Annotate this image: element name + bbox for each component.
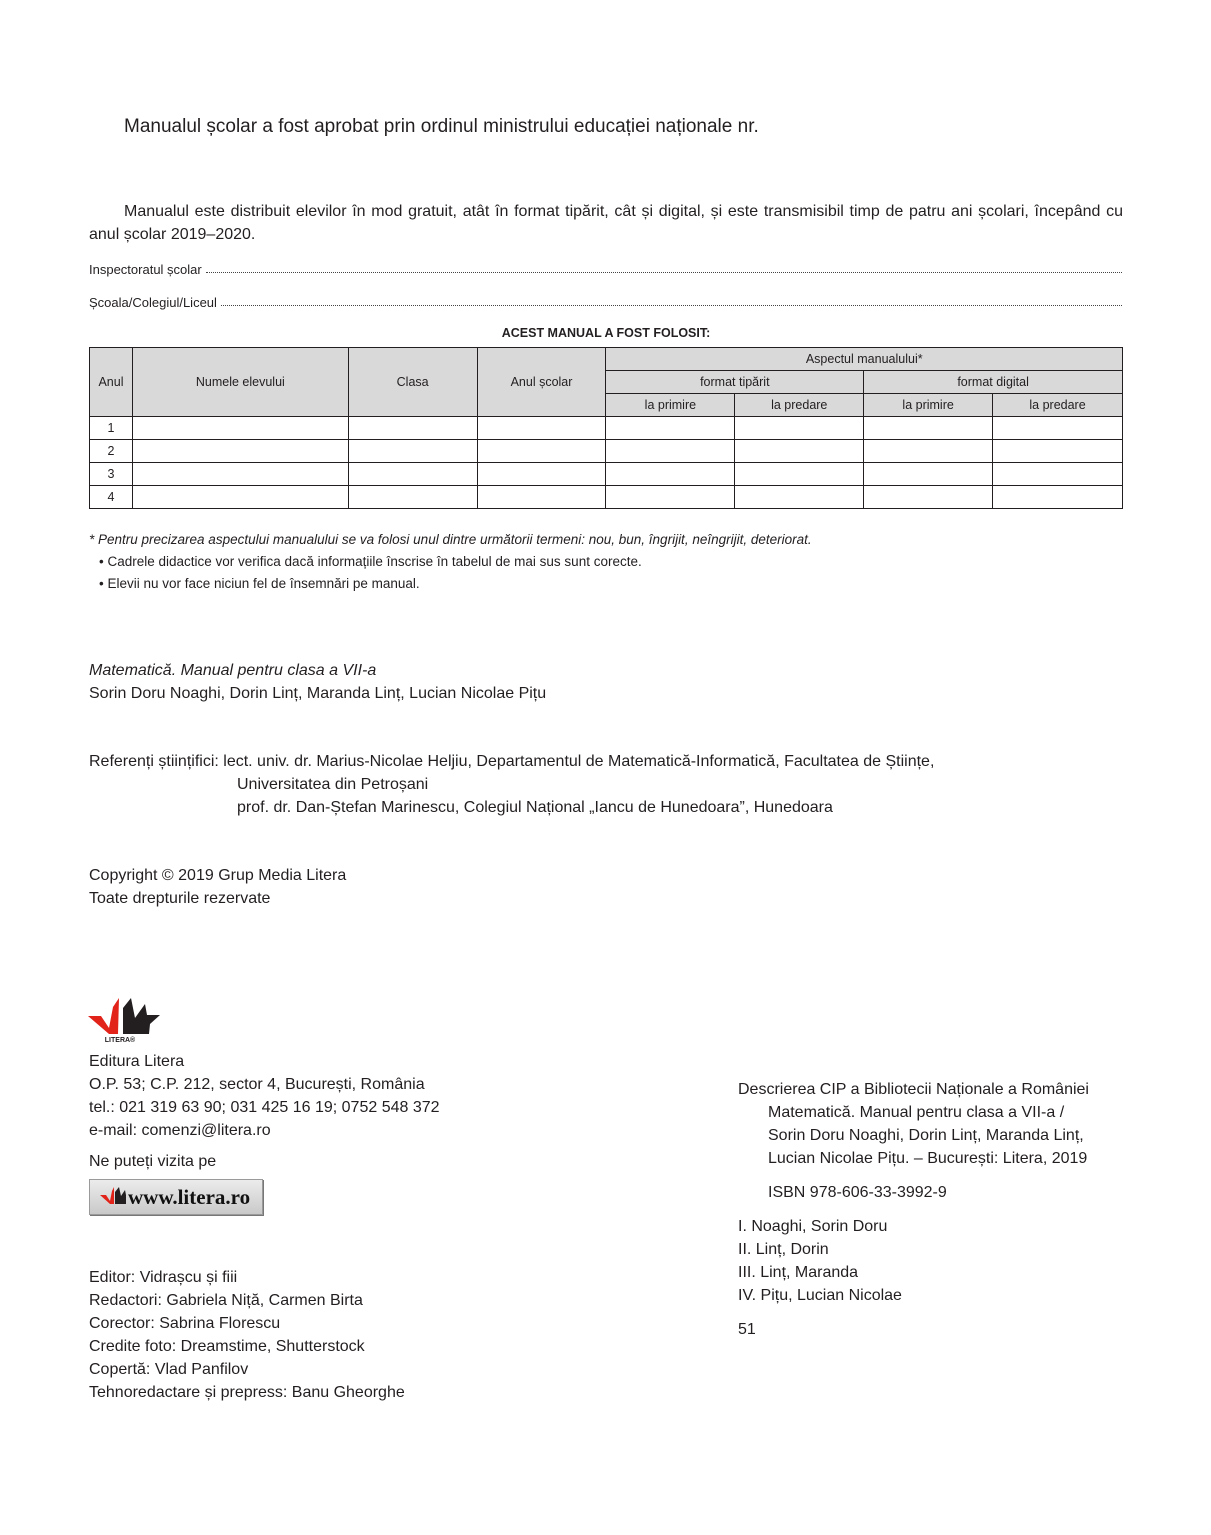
row-number: 4	[90, 486, 133, 509]
note-students: • Elevii nu vor face niciun fel de însemnări pe manual.	[99, 576, 420, 591]
cip-index-item: I. Noaghi, Sorin Doru	[738, 1218, 888, 1235]
copyright-block	[89, 864, 346, 910]
logo-red-shape	[88, 998, 119, 1034]
cell-digital-predare	[993, 440, 1123, 463]
table-title: ACEST MANUAL A FOST FOLOSIT:	[501, 326, 711, 340]
cip-description-line: Lucian Nicolae Pițu. – București: Litera, 2019	[768, 1150, 1088, 1167]
referents-line: prof. dr. Dan-Ștefan Marinescu, Colegiul Național „Iancu de Hunedoara”, Hunedoara	[237, 799, 833, 816]
header-anul-scolar: Anul școlar	[477, 348, 606, 417]
header-digital-predare: la predare	[993, 394, 1123, 417]
table-row	[90, 440, 1123, 463]
cip-number: 51	[738, 1321, 756, 1338]
referents-line: Referenți științifici: lect. univ. dr. Marius-Nicolae Heljiu, Departamentul de Matematică-Informatică, Facultatea de Științe,	[89, 753, 935, 770]
school-label: Școala/Colegiul/Liceul	[89, 295, 217, 310]
cell-clasa	[348, 463, 477, 486]
copyright-line: Copyright © 2019 Grup Media Litera	[89, 867, 347, 884]
credit-editor: Editor: Vidrașcu și fiii	[89, 1269, 238, 1286]
litera-mini-logo-icon	[100, 1187, 126, 1207]
credit-foto: Credite foto: Dreamstime, Shutterstock	[89, 1338, 365, 1355]
cell-numele	[132, 486, 348, 509]
visit-text: Ne puteți vizita pe	[89, 1153, 217, 1170]
inspectorat-label: Inspectoratul școlar	[89, 262, 202, 277]
credit-coperta: Copertă: Vlad Panfilov	[89, 1361, 249, 1378]
cip-description-line: Matematică. Manual pentru clasa a VII-a /	[768, 1104, 1065, 1121]
credit-corector: Corector: Sabrina Florescu	[89, 1315, 281, 1332]
aspect-footnote: * Pentru precizarea aspectului manualului se va folosi unul dintre următorii termeni: nou, bun, îngrijit, neîngrijit, deteriorat.	[89, 532, 812, 547]
isbn: ISBN 978-606-33-3992-9	[768, 1184, 947, 1201]
credit-prepress: Tehnoredactare și prepress: Banu Gheorghe	[89, 1384, 405, 1401]
distribution-statement: Manualul este distribuit elevilor în mod gratuit, atât în format tipărit, cât și digital, și este transmisibil timp de patru ani școlari, începând cu anul școlar 2019–2020.	[89, 203, 1123, 243]
table-row	[90, 463, 1123, 486]
cell-clasa	[348, 440, 477, 463]
inspectorat-dotted-line	[206, 271, 1122, 273]
cip-index-list	[738, 1215, 1089, 1307]
cip-heading: Descrierea CIP a Bibliotecii Naționale a României	[738, 1081, 1089, 1098]
cell-digital-predare	[993, 463, 1123, 486]
cell-numele	[132, 417, 348, 440]
website-link[interactable]: www.litera.ro	[128, 1184, 251, 1209]
cip-description-line: Sorin Doru Noaghi, Dorin Linț, Maranda Linț,	[768, 1127, 1084, 1144]
cell-digital-primire	[864, 417, 993, 440]
header-tiparit-predare: la predare	[735, 394, 864, 417]
cell-tiparit-primire	[606, 463, 735, 486]
logo-black-shape	[123, 998, 160, 1034]
inspectorat-field	[89, 262, 1122, 277]
logo-wordmark: LITERA®	[104, 1037, 136, 1044]
cell-tiparit-predare	[735, 486, 864, 509]
table-notes	[89, 529, 812, 595]
cell-digital-primire	[864, 440, 993, 463]
cip-index-item: III. Linț, Maranda	[738, 1264, 859, 1281]
header-clasa: Clasa	[348, 348, 477, 417]
school-field	[89, 295, 1122, 310]
cell-tiparit-primire	[606, 486, 735, 509]
header-aspect: Aspectul manualului*	[606, 348, 1123, 371]
publisher-info	[89, 1050, 440, 1142]
cip-description	[738, 1078, 1089, 1341]
book-info	[89, 659, 546, 705]
cell-anul-scolar	[477, 463, 606, 486]
cip-index-item: IV. Pițu, Lucian Nicolae	[738, 1287, 902, 1304]
header-digital-primire: la primire	[864, 394, 993, 417]
header-digital: format digital	[864, 371, 1123, 394]
row-number: 1	[90, 417, 133, 440]
header-tiparit: format tipărit	[606, 371, 864, 394]
cell-anul-scolar	[477, 486, 606, 509]
cell-digital-primire	[864, 463, 993, 486]
cell-numele	[132, 463, 348, 486]
rights-line: Toate drepturile rezervate	[89, 890, 271, 907]
header-tiparit-primire: la primire	[606, 394, 735, 417]
scientific-referents	[89, 750, 934, 819]
row-number: 2	[90, 440, 133, 463]
book-authors: Sorin Doru Noaghi, Dorin Linț, Maranda Linț, Lucian Nicolae Pițu	[89, 685, 547, 702]
book-title: Matematică. Manual pentru clasa a VII-a	[89, 662, 377, 679]
litera-logo	[87, 996, 162, 1044]
referents-line: Universitatea din Petroșani	[237, 776, 429, 793]
cell-tiparit-primire	[606, 440, 735, 463]
cell-clasa	[348, 486, 477, 509]
credit-redactori: Redactori: Gabriela Niță, Carmen Birta	[89, 1292, 363, 1309]
cell-clasa	[348, 417, 477, 440]
row-number: 3	[90, 463, 133, 486]
approval-statement: Manualul școlar a fost aprobat prin ordinul ministrului educației naționale nr.	[124, 116, 759, 137]
school-dotted-line	[221, 304, 1122, 306]
cell-digital-primire	[864, 486, 993, 509]
cell-anul-scolar	[477, 440, 606, 463]
cip-index-item: II. Linț, Dorin	[738, 1241, 829, 1258]
usage-table	[89, 347, 1123, 509]
publisher-name: Editura Litera	[89, 1053, 185, 1070]
cell-tiparit-primire	[606, 417, 735, 440]
cell-tiparit-predare	[735, 440, 864, 463]
cell-digital-predare	[993, 417, 1123, 440]
publisher-phone: tel.: 021 319 63 90; 031 425 16 19; 0752 548 372	[89, 1099, 440, 1116]
cell-tiparit-predare	[735, 463, 864, 486]
website-button[interactable]	[89, 1179, 263, 1215]
publisher-address: O.P. 53; C.P. 212, sector 4, București, România	[89, 1076, 425, 1093]
header-numele: Numele elevului	[132, 348, 348, 417]
table-row	[90, 417, 1123, 440]
cell-tiparit-predare	[735, 417, 864, 440]
credits-block	[89, 1266, 405, 1404]
note-teachers: • Cadrele didactice vor verifica dacă informațiile înscrise în tabelul de mai sus sunt corecte.	[99, 554, 642, 569]
cell-anul-scolar	[477, 417, 606, 440]
cell-digital-predare	[993, 486, 1123, 509]
table-row	[90, 486, 1123, 509]
publisher-email[interactable]: e-mail: comenzi@litera.ro	[89, 1122, 271, 1139]
cell-numele	[132, 440, 348, 463]
header-anul: Anul	[90, 348, 133, 417]
